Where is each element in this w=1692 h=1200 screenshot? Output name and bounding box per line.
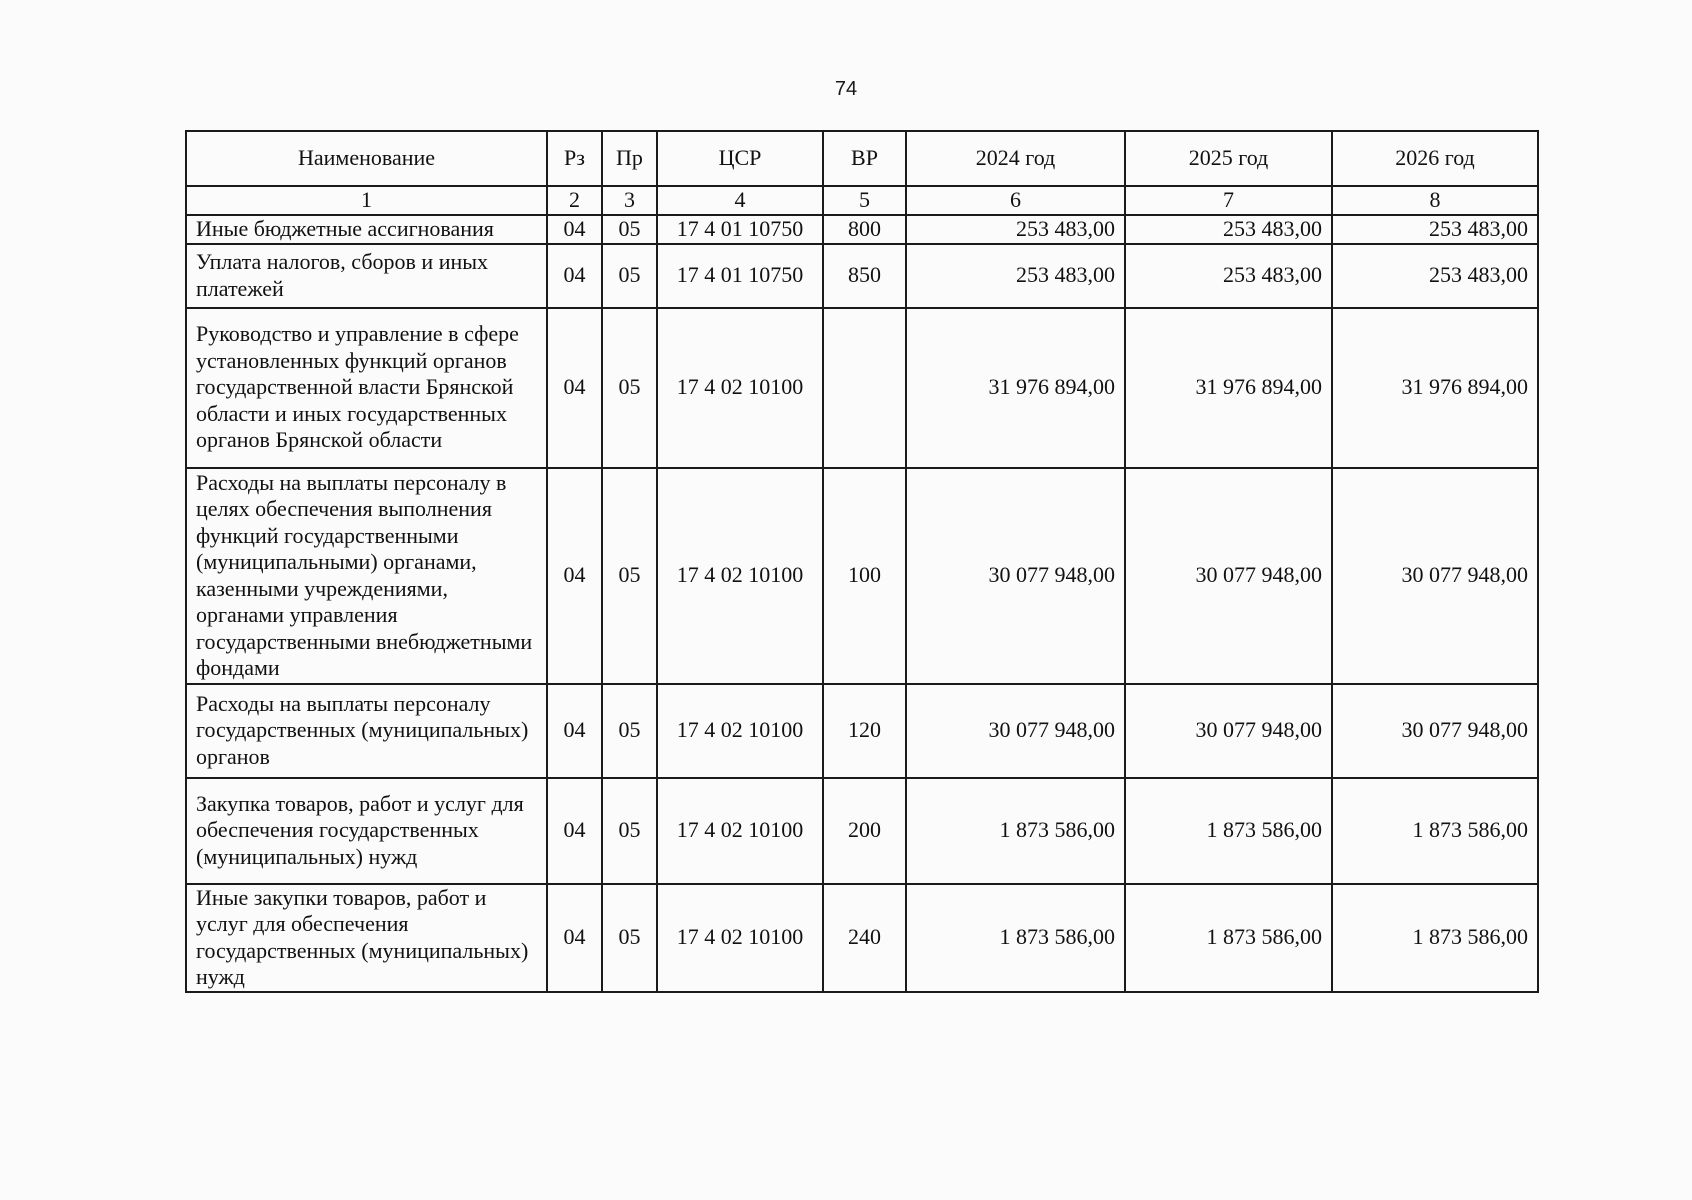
row-2026: 1 873 586,00 [1332,884,1538,992]
row-2026: 30 077 948,00 [1332,684,1538,778]
table-row [186,308,1538,468]
row-pr: 05 [602,308,657,468]
row-2025: 30 077 948,00 [1125,468,1332,684]
row-2025: 253 483,00 [1125,215,1332,244]
row-2024: 253 483,00 [906,244,1125,308]
column-index: 2 [547,186,602,215]
column-index: 7 [1125,186,1332,215]
column-index: 8 [1332,186,1538,215]
row-csr: 17 4 01 10750 [657,215,823,244]
header-2026: 2026 год [1332,131,1538,186]
table-row [186,884,1538,992]
budget-table [185,130,1539,993]
row-2024: 1 873 586,00 [906,778,1125,884]
row-pr: 05 [602,468,657,684]
row-name: Расходы на выплаты персоналу в целях обеспечения выполнения функций государственными (муниципальными) органами, казенными учреждениями, органами управления государственными внебюджетными фондами [186,468,547,684]
row-2025: 31 976 894,00 [1125,308,1332,468]
row-rz: 04 [547,468,602,684]
table-row [186,468,1538,684]
column-index-row [186,186,1538,215]
row-2026: 253 483,00 [1332,215,1538,244]
row-rz: 04 [547,244,602,308]
row-name: Иные закупки товаров, работ и услуг для обеспечения государственных (муниципальных) нужд [186,884,547,992]
row-rz: 04 [547,778,602,884]
row-rz: 04 [547,215,602,244]
column-index: 1 [186,186,547,215]
row-vr: 800 [823,215,906,244]
row-2025: 30 077 948,00 [1125,684,1332,778]
row-csr: 17 4 01 10750 [657,244,823,308]
page-number: 74 [834,78,858,100]
row-2025: 1 873 586,00 [1125,778,1332,884]
header-2024: 2024 год [906,131,1125,186]
row-csr: 17 4 02 10100 [657,308,823,468]
column-index: 5 [823,186,906,215]
row-rz: 04 [547,884,602,992]
header-csr: ЦСР [657,131,823,186]
row-name: Уплата налогов, сборов и иных платежей [186,244,547,308]
row-2024: 30 077 948,00 [906,468,1125,684]
row-csr: 17 4 02 10100 [657,778,823,884]
row-name: Иные бюджетные ассигнования [186,215,547,244]
table-row [186,215,1538,244]
row-name: Руководство и управление в сфере установленных функций органов государственной власти Брянской области и иных государственных органов Брянской области [186,308,547,468]
row-vr: 240 [823,884,906,992]
row-vr: 200 [823,778,906,884]
row-pr: 05 [602,778,657,884]
row-vr: 120 [823,684,906,778]
column-index: 6 [906,186,1125,215]
row-csr: 17 4 02 10100 [657,468,823,684]
column-index: 3 [602,186,657,215]
row-csr: 17 4 02 10100 [657,884,823,992]
header-rz: Рз [547,131,602,186]
row-2026: 253 483,00 [1332,244,1538,308]
table-row [186,244,1538,308]
row-pr: 05 [602,884,657,992]
row-2024: 1 873 586,00 [906,884,1125,992]
row-2025: 253 483,00 [1125,244,1332,308]
row-rz: 04 [547,308,602,468]
row-2026: 31 976 894,00 [1332,308,1538,468]
row-pr: 05 [602,244,657,308]
header-vr: ВР [823,131,906,186]
row-name: Расходы на выплаты персоналу государственных (муниципальных) органов [186,684,547,778]
row-rz: 04 [547,684,602,778]
row-vr: 850 [823,244,906,308]
row-2026: 30 077 948,00 [1332,468,1538,684]
header-pr: Пр [602,131,657,186]
row-2024: 31 976 894,00 [906,308,1125,468]
column-index: 4 [657,186,823,215]
row-pr: 05 [602,215,657,244]
row-2024: 253 483,00 [906,215,1125,244]
table-row [186,684,1538,778]
row-2024: 30 077 948,00 [906,684,1125,778]
row-2026: 1 873 586,00 [1332,778,1538,884]
row-name: Закупка товаров, работ и услуг для обеспечения государственных (муниципальных) нужд [186,778,547,884]
row-vr [823,308,906,468]
row-csr: 17 4 02 10100 [657,684,823,778]
header-2025: 2025 год [1125,131,1332,186]
table-row [186,778,1538,884]
row-vr: 100 [823,468,906,684]
header-name: Наименование [186,131,547,186]
header-row [186,131,1538,186]
row-pr: 05 [602,684,657,778]
row-2025: 1 873 586,00 [1125,884,1332,992]
